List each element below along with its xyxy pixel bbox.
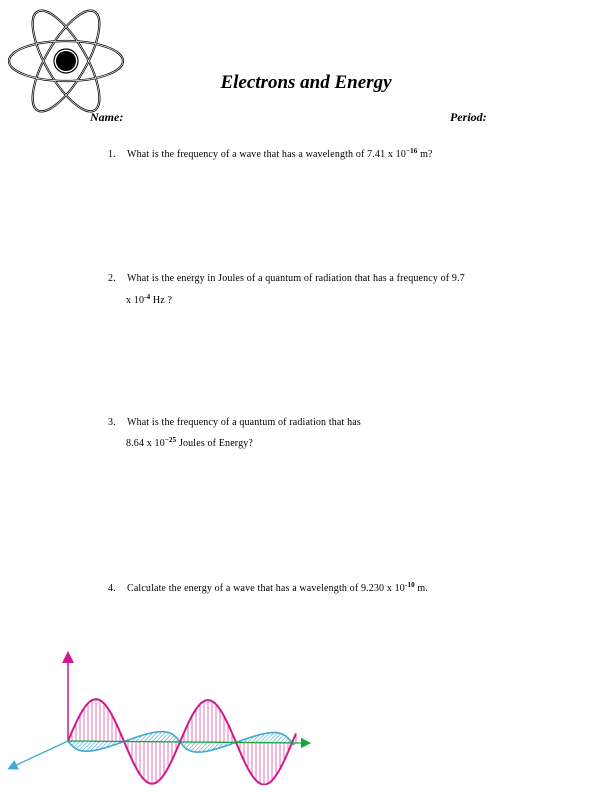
electromagnetic-wave-icon [0,645,320,785]
atom-logo-icon [6,4,126,118]
question-3 [0,416,612,456]
name-label: Name: [90,110,124,124]
exponent: -10 [404,581,415,589]
period-label: Period: [450,110,487,124]
question-text: What is the frequency of a wave that has a wavelength of 7.41 x $10^{-16}$ m? [127,147,433,160]
question-text: What is the frequency of a quantum of radiation that has [127,417,361,428]
question-number: 3. [108,417,116,428]
question-4 [0,582,612,598]
question-number: 4. [108,583,116,594]
exponent: −25 [164,436,177,444]
question-2 [0,272,612,312]
question-number: 2. [108,273,116,284]
question-1 [0,148,612,164]
exponent: −16 [405,147,418,155]
exponent: -4 [144,293,151,301]
question-number: 1. [108,149,116,160]
page-title: Electrons and Energy [220,72,392,93]
question-text: Calculate the energy of a wave that has a wavelength of 9.230 x $10^{-10}$ m. [127,581,428,594]
question-text-continued: 8.64 x $10^{-25}$ Joules of Energy? [126,436,253,449]
question-text-continued: x $10^{-4}$ Hz ? [126,293,173,306]
question-text: What is the energy in Joules of a quantum of radiation that has a frequency of 9.7 [127,273,465,284]
